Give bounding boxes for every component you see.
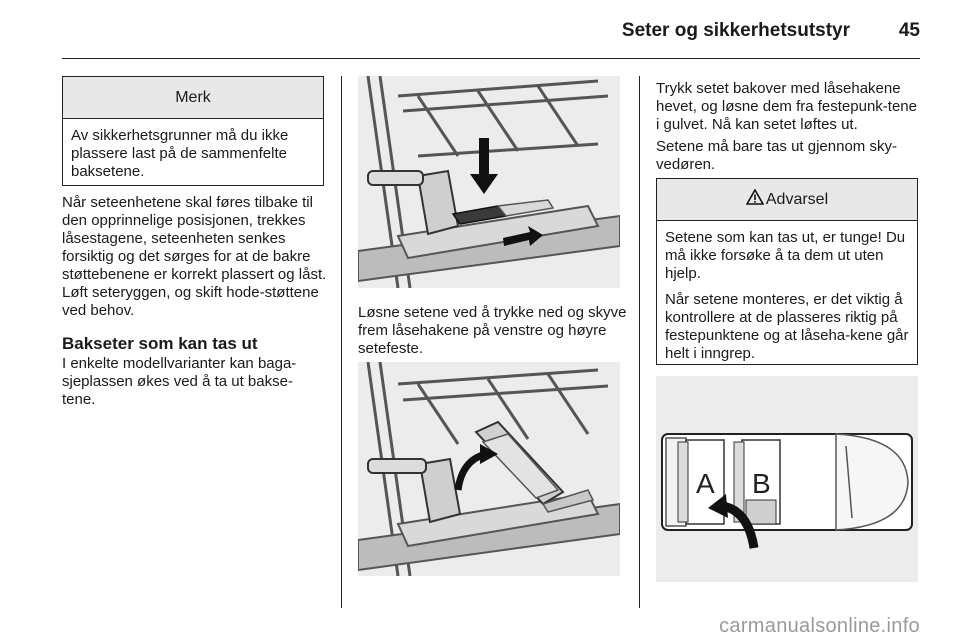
illustration-seat-tilt <box>358 362 620 576</box>
illustration-lock-release <box>358 76 620 288</box>
warning-triangle-icon <box>746 189 764 210</box>
warning-title: Advarsel <box>765 190 829 208</box>
diagram-seat-layout <box>656 376 918 582</box>
caption-lock-release: Løsne setene ved å trykke ned og skyve frem låsehakene på venstre og høyre setefeste. <box>358 304 627 357</box>
column-divider-1 <box>341 76 342 608</box>
column-divider-2 <box>639 76 640 608</box>
section-title: Seter og sikkerhetsutstyr <box>621 20 850 41</box>
warning-text-mounting: Når setene monteres, er det viktig å kontrollere at de plasseres riktig på festepunktene og at låseha-kene går helt i inngrep. <box>665 291 909 362</box>
warning-text-heavy: Setene som kan tas ut, er tunge! Du må ikke forsøke å ta dem ut uten hjelp. <box>665 229 906 282</box>
paragraph-removable-seats: I enkelte modellvarianter kan baga-sjeplassen økes ved å ta ut bakse-tene. <box>62 355 297 408</box>
page-number: 45 <box>898 20 920 41</box>
header-rule <box>62 58 920 59</box>
page-header <box>0 0 960 62</box>
warning-header <box>657 179 917 221</box>
paragraph-press-seat: Trykk setet bakover med låsehakene hevet, og løsne dem fra festepunk-tene i gulvet. Nå kan setet løftes ut. <box>656 80 917 133</box>
warning-box <box>656 178 918 365</box>
note-box <box>62 76 324 186</box>
paragraph-sliding-door: Setene må bare tas ut gjennom sky-vedøren. <box>656 138 897 173</box>
seat-a-label: A <box>696 468 715 499</box>
seat-b-label: B <box>752 468 771 499</box>
note-title: Merk <box>63 77 323 119</box>
watermark: carmanualsonline.info <box>719 615 920 637</box>
note-body: Av sikkerhetsgrunner må du ikke plassere last på de sammenfelte baksetene. <box>71 127 289 180</box>
section-heading: Bakseter som kan tas ut <box>62 334 258 353</box>
paragraph-return-seats: Når seteenhetene skal føres tilbake til den opprinnelige posisjonen, trekkes låsestagene, seteenheten senkes forsiktig og det sørges for at de bakre støttebenene er korrekt plassert og låst. Løft seteryggen, og skift hode-støttene ved behov. <box>62 194 327 319</box>
